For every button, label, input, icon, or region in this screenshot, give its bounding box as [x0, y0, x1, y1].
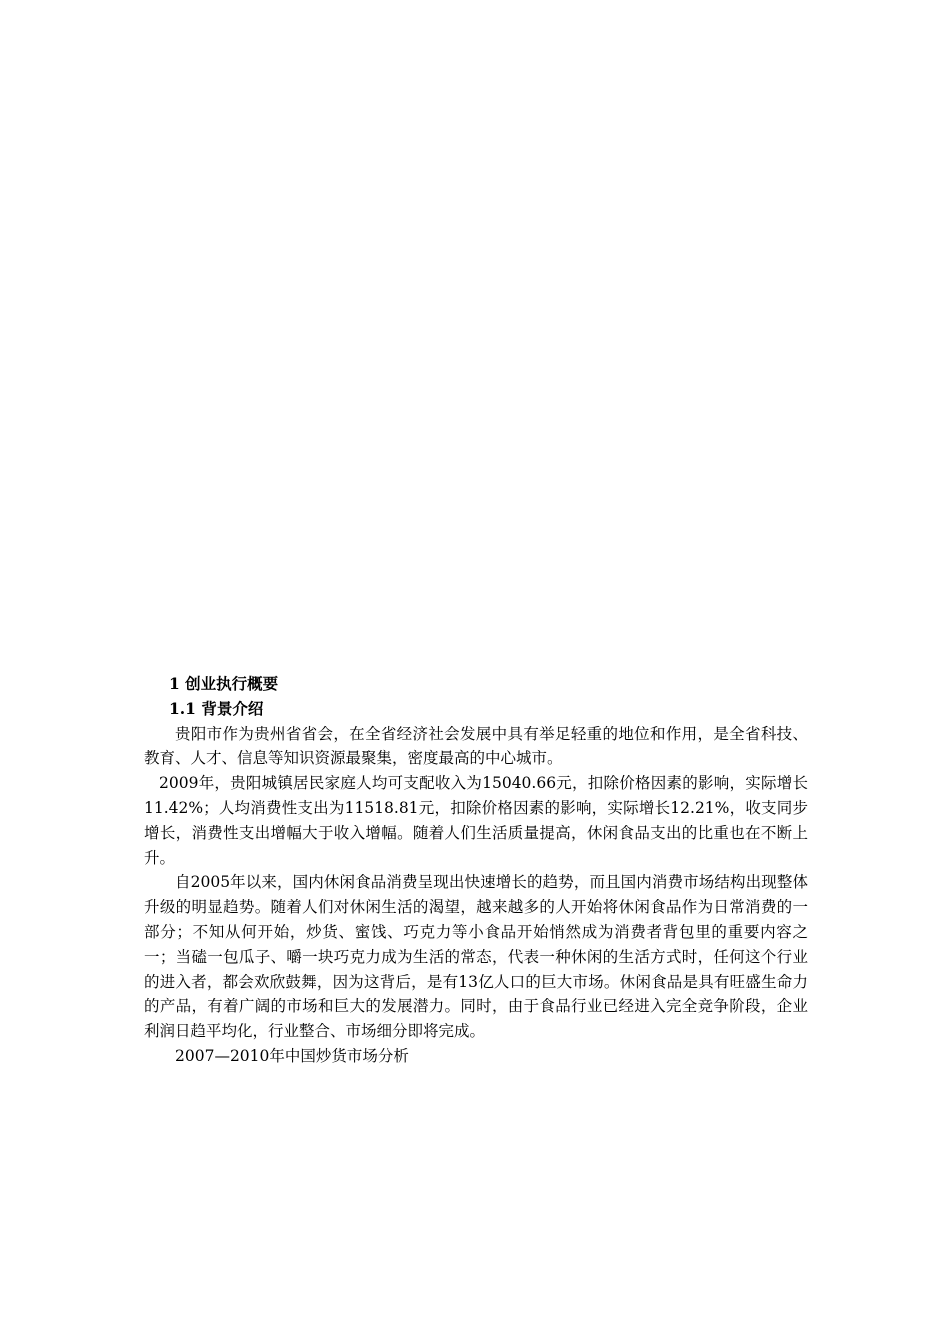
- section-heading: 1 创业执行概要: [169, 674, 279, 693]
- document-body: [144, 672, 808, 1069]
- paragraph-intro: 贵阳市作为贵州省省会，在全省经济社会发展中具有举足轻重的地位和作用，是全省科技、教育、人才、信息等知识资源最聚集，密度最高的中心城市。: [144, 724, 808, 768]
- chart-caption: 2007—2010年中国炒货市场分析: [175, 1046, 409, 1065]
- paragraph-income: 2009年，贵阳城镇居民家庭人均可支配收入为15040.66元，扣除价格因素的影响，实际增长11.42%；人均消费性支出为11518.81元，扣除价格因素的影响，实际增长12.21%，收支同步增长，消费性支出增幅大于收入增幅。随着人们生活质量提高，休闲食品支出的比重也在不断上升。: [144, 774, 808, 867]
- subsection-heading: 1.1 背景介绍: [169, 698, 264, 718]
- paragraph-market-trend: 自2005年以来，国内休闲食品消费呈现出快速增长的趋势，而且国内消费市场结构出现整体升级的明显趋势。随着人们对休闲生活的渴望，越来越多的人开始将休闲食品作为日常消费的一部分；不知从何开始，炒货、蜜饯、巧克力等小食品开始悄然成为消费者背包里的重要内容之一；当磕一包瓜子、嚼一块巧克力成为生活的常态，代表一种休闲的生活方式时，任何这个行业的进入者，都会欢欣鼓舞，因为这背后，是有13亿人口的巨大市场。休闲食品是具有旺盛生命力的产品，有着广阔的市场和巨大的发展潜力。同时，由于食品行业已经进入完全竞争阶段，企业利润日趋平均化，行业整合、市场细分即将完成。: [144, 873, 808, 1041]
